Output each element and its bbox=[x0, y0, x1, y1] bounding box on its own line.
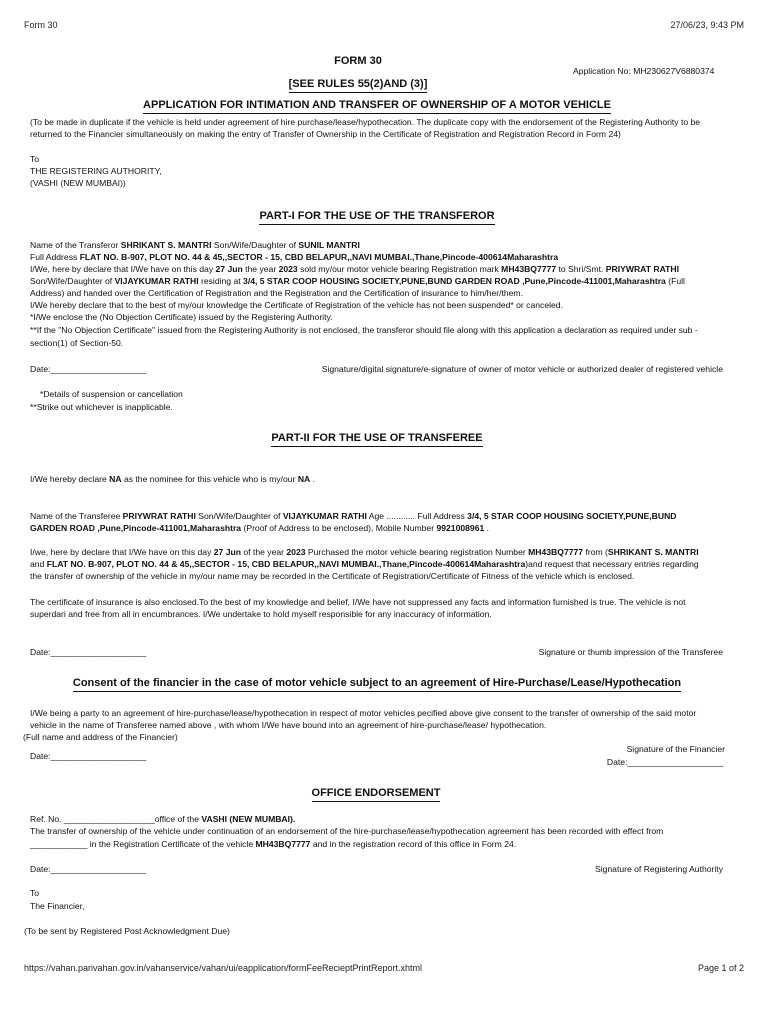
enclose-noc-line: *I/We enclose the (No Objection Certificate) issued by the Registering Authority. bbox=[30, 312, 333, 322]
part2-signature: Signature or thumb impression of the Transferee bbox=[538, 647, 723, 657]
print-datetime: 27/06/23, 9:43 PM bbox=[670, 20, 744, 30]
transferor-address-line: Full Address FLAT NO. B-907, PLOT NO. 44 & 45,,SECTOR - 15, CBD BELAPUR,,NAVI MUMBAI.,Thane,Pincode-400614Maharashtra bbox=[30, 252, 559, 262]
transferor-line: Name of the Transferor SHRIKANT S. MANTRI Son/Wife/Daughter of SUNIL MANTRI bbox=[30, 240, 360, 250]
office-date: Date:____________________ bbox=[30, 864, 147, 874]
part1-heading: PART-I FOR THE USE OF THE TRANSFEROR bbox=[259, 210, 494, 225]
registering-authority-signature: Signature of Registering Authority bbox=[594, 864, 723, 874]
insurance-line-2: superdari and free from all in encumbrances. I/We undertake to hold myself responsible for any inaccuracy of information. bbox=[30, 609, 492, 619]
intro-line-2: returned to the Financier simultaneously on making the entry of Transfer of Ownership in the Certificate of Registration and Registration Record in Form 24) bbox=[30, 129, 621, 139]
application-number: Application No: MH230627V6880374 bbox=[573, 66, 715, 76]
nominee-relation: NA bbox=[297, 474, 311, 484]
transferee-name-line: Name of the Transferee PRIYWRAT RATHI Son/Wife/Daughter of VIJAYKUMAR RATHI Age ............ Full Address 3/4, 5 STAR COOP HOUSING SOCIETY,PUNE,BUND bbox=[30, 511, 677, 521]
financier-date: Date:____________________ bbox=[30, 751, 147, 761]
financier-heading: Consent of the financier in the case of motor vehicle subject to an agreement of Hire-Purchase/Lease/Hypothecation bbox=[73, 677, 681, 692]
form-title: APPLICATION FOR INTIMATION AND TRANSFER OF OWNERSHIP OF A MOTOR VEHICLE bbox=[143, 99, 611, 114]
the-financier: The Financier, bbox=[30, 901, 85, 911]
ref-number-line: Ref. No. ___________________office of the VASHI (NEW MUMBAI). bbox=[30, 814, 296, 824]
financier-date-right: Date:____________________ bbox=[606, 757, 723, 767]
part2-date: Date:____________________ bbox=[30, 647, 147, 657]
financier-signature: Signature of the Financier bbox=[626, 744, 725, 754]
transferor-address: FLAT NO. B-907, PLOT NO. 44 & 45,,SECTOR - 15, CBD BELAPUR,,NAVI MUMBAI.,Thane,Pincode-400614Maharashtra bbox=[79, 252, 559, 262]
transferor-father: SUNIL MANTRI bbox=[298, 240, 360, 250]
part1-signature: Signature/digital signature/e-signature of owner of motor vehicle or authorized dealer of registered vehicle bbox=[321, 364, 723, 374]
nominee-value: NA bbox=[109, 474, 122, 484]
noc-note-line-2: section(1) of Section-50. bbox=[30, 338, 124, 348]
transfer-recorded-line-2: ____________ in the Registration Certificate of the vehicle MH43BQ7777 and in the registration record of this office in Form 24. bbox=[30, 839, 517, 849]
office-name: VASHI (NEW MUMBAI). bbox=[201, 814, 296, 824]
registered-post-note: (To be sent by Registered Post Acknowledgment Due) bbox=[24, 926, 230, 936]
purchase-line-1: I/we, here by declare that I/We have on this day 27 Jun of the year 2023 Purchased the motor vehicle bearing registration Number MH43BQ7777 from (SHRIKANT S. MANTRI bbox=[30, 547, 699, 557]
part2-heading: PART-II FOR THE USE OF TRANSFEREE bbox=[271, 432, 482, 447]
transferor-name: SHRIKANT S. MANTRI bbox=[120, 240, 212, 250]
transferee-address-line: GARDEN ROAD ,Pune,Pincode-411001,Maharashtra (Proof of Address to be enclosed), Mobile Number 9921008961 . bbox=[30, 523, 490, 533]
transferee-residence-line: Son/Wife/Daughter of VIJAYKUMAR RATHI residing at 3/4, 5 STAR COOP HOUSING SOCIETY,PUNE,BUND GARDEN ROAD ,Pune,Pincode-411001,Maharashtra (Full bbox=[30, 276, 685, 286]
registration-mark: MH43BQ7777 bbox=[501, 264, 557, 274]
mobile-number: 9921008961 bbox=[436, 523, 485, 533]
print-title: Form 30 bbox=[24, 20, 58, 30]
sale-declaration-line: I/We, here by declare that I/We have on this day 27 Jun the year 2023 sold my/our motor vehicle bearing Registration mark MH43BQ7777 to Shri/Smt. PRIYWRAT RATHI bbox=[30, 264, 679, 274]
not-suspended-line: I/We hereby declare that to the best of my/our knowledge the Certificate of Registration of the vehicle has not been suspended* or canceled. bbox=[30, 300, 563, 310]
transfer-recorded-line-1: The transfer of ownership of the vehicle under continuation of an endorsement of the hire-purchase/lease/hypothecation agreement has been recorded with effect from bbox=[30, 826, 664, 836]
authority-place: (VASHI (NEW MUMBAI)) bbox=[30, 178, 126, 188]
footnote-1: *Details of suspension or cancellation bbox=[40, 389, 183, 399]
part1-date: Date:____________________ bbox=[30, 364, 147, 374]
insurance-line-1: The certificate of insurance is also enclosed.To the best of my knowledge and belief, I/We have not suppressed any facts and information furnished is true. The vehicle is not bbox=[30, 597, 686, 607]
consent-line-1: I/We being a party to an agreement of hire-purchase/lease/hypothecation in respect of motor vehicles pecified above give consent to the transfer of ownership of the said motor bbox=[30, 708, 697, 718]
transferee-name: PRIYWRAT RATHI bbox=[122, 511, 196, 521]
noc-note-line-1: **If the "No Objection Certificate" issued from the Registering Authority is not enclosed, the transferor should file along with this application a declaration as required under sub - bbox=[30, 325, 698, 335]
form-number: FORM 30 bbox=[334, 55, 382, 67]
print-url: https://vahan.parivahan.gov.in/vahanservice/vahan/ui/eapplication/formFeeRecieptPrintReport.xhtml bbox=[24, 963, 423, 973]
to-label: To bbox=[30, 154, 40, 164]
purchase-line-3: the transfer of ownership of the vehicle in my/our name may be recorded in the Certificate of Registration/Certificate of Fitness of the vehicle which is enclosed. bbox=[30, 571, 635, 581]
office-heading: OFFICE ENDORSEMENT bbox=[312, 787, 441, 802]
to-financier-label: To bbox=[30, 888, 40, 898]
consent-line-2: vehicle in the name of Transferee named above , with whom I/We have bound into an agreement of hire-purchase/lease/ hypothecation. bbox=[30, 720, 547, 730]
print-page-number: Page 1 of 2 bbox=[697, 963, 744, 973]
footnote-2: **Strike out whichever is inapplicable. bbox=[30, 402, 173, 412]
intro-line-1: (To be made in duplicate if the vehicle is held under agreement of hire purchase/lease/hypothecation. The duplicate copy with the endorsement of the Registering Authority to be bbox=[30, 117, 701, 127]
form-rules: [SEE RULES 55(2)AND (3)] bbox=[289, 78, 428, 93]
nominee-line: I/We hereby declare NA as the nominee for this vehicle who is my/our NA . bbox=[30, 474, 316, 484]
handed-over-line: Address) and handed over the Certification of Registration and the Registration and the Certification of insurance to him/her/them. bbox=[30, 288, 523, 298]
financier-fullname: (Full name and address of the Financier) bbox=[23, 732, 178, 742]
purchase-line-2: and FLAT NO. B-907, PLOT NO. 44 & 45,,SECTOR - 15, CBD BELAPUR,,NAVI MUMBAI.,Thane,Pincode-400614Maharashtra)and request that necessary entries regarding bbox=[30, 559, 699, 569]
registering-authority: THE REGISTERING AUTHORITY, bbox=[30, 166, 162, 176]
